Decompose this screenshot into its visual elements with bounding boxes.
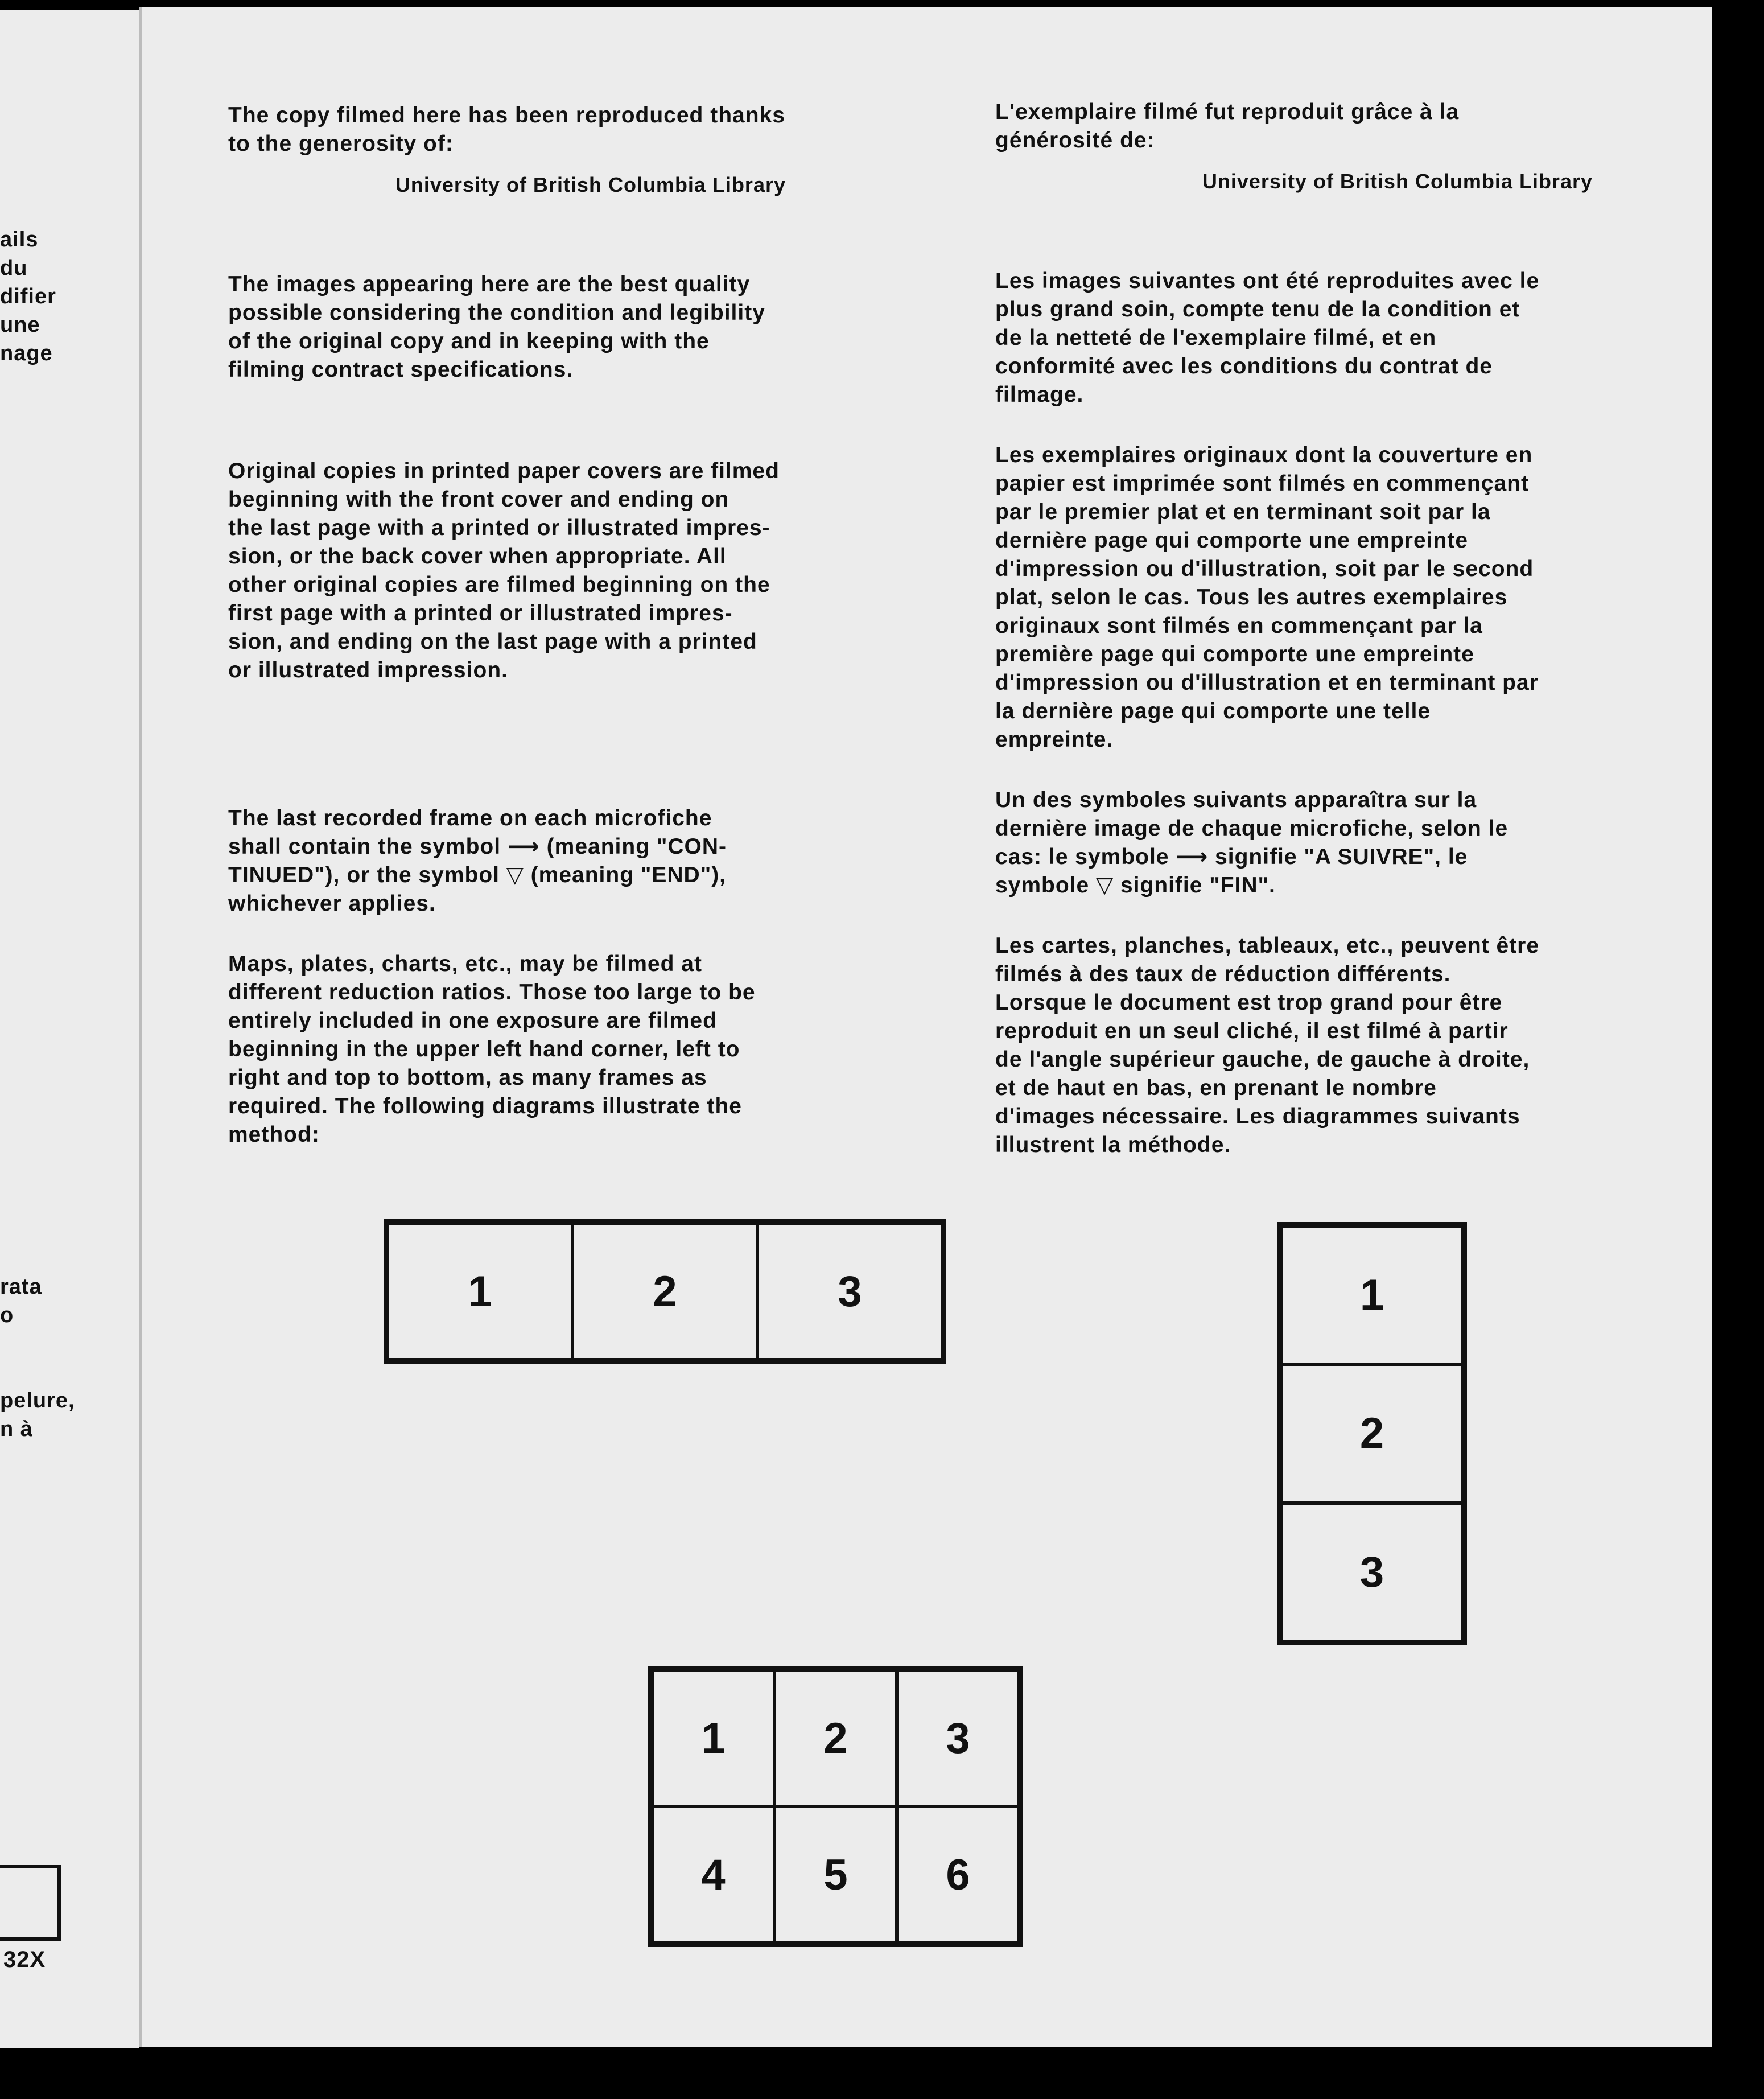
english-library-name: University of British Columbia Library bbox=[395, 173, 786, 196]
frame-cell: 4 bbox=[652, 1806, 774, 1943]
diagram-vertical bbox=[1277, 1222, 1467, 1645]
strip-fragment: o bbox=[0, 1303, 14, 1327]
french-credit-intro: L'exemplaire filmé fut reproduit grâce à la générosité de: bbox=[995, 100, 1460, 153]
strip-fragment: rata bbox=[0, 1275, 42, 1299]
diagram-grid bbox=[648, 1666, 1023, 1947]
frame-cell: 2 bbox=[774, 1670, 897, 1806]
diagram-horizontal bbox=[384, 1219, 946, 1364]
strip-fragment: n à bbox=[0, 1417, 33, 1441]
english-covers-paragraph: Original copies in printed paper covers are filmed beginning with the front cover and ending on the last page with a printed or illustrated impres- sion, or the back cover when appropriate. All other original copies are filmed beginning on the first page with a printed or illustrated impres- sion, and ending on the last page with a printed or illustrated impression. bbox=[228, 459, 780, 682]
strip-fragment: ails bbox=[0, 228, 39, 252]
french-maps-paragraph: Les cartes, planches, tableaux, etc., peuvent être filmés à des taux de réduction différents. Lorsque le document est trop grand pour être reproduit en un seul cliché, il est filmé à partir de l'angle supérieur gauche, de gauche à droite, et de haut en bas, en prenant le nombre d'images nécessaire. Les diagrammes suivants illustrent la méthode. bbox=[995, 933, 1540, 1157]
reduction-target-box bbox=[0, 1865, 61, 1941]
microfiche-target-page bbox=[139, 7, 1712, 2047]
reduction-ratio-label: 32X bbox=[3, 1947, 46, 1972]
french-column bbox=[995, 98, 1598, 1159]
frame-cell: 5 bbox=[774, 1806, 897, 1943]
english-quality-paragraph: The images appearing here are the best quality possible considering the condition and legibility of the original copy and in keeping with the filming contract specifications. bbox=[228, 272, 765, 382]
frame-cell: 3 bbox=[897, 1670, 1019, 1806]
frame-cell: 3 bbox=[757, 1223, 942, 1360]
frame-cell: 3 bbox=[1281, 1503, 1463, 1641]
french-covers-paragraph: Les exemplaires originaux dont la couverture en papier est imprimée sont filmés en commençant par le premier plat et en terminant soit par la dernière page qui comporte une empreinte d'impression ou d'illustration, soit par le second plat, selon le cas. Tous les autres exemplaires originaux sont filmés en commençant par la première page qui comporte une empreinte d'impression ou d'illustration et en terminant par la dernière page qui comporte une telle empreinte. bbox=[995, 443, 1539, 752]
french-library-name: University of British Columbia Library bbox=[1202, 170, 1593, 193]
french-symbols-paragraph: Un des symboles suivants apparaîtra sur la dernière image de chaque microfiche, selon le cas: le symbole ⟶ signifie "A SUIVRE", le symbole ▽ signifie "FIN". bbox=[995, 788, 1509, 898]
strip-fragment: une bbox=[0, 313, 40, 337]
previous-page-strip bbox=[0, 10, 139, 2048]
frame-cell: 6 bbox=[897, 1806, 1019, 1943]
strip-fragment: du bbox=[0, 256, 28, 280]
english-maps-paragraph: Maps, plates, charts, etc., may be filmed at different reduction ratios. Those too large to be entirely included in one exposure are filmed beginning in the upper left hand corner, left to right and top to bottom, as many frames as required. The following diagrams illustrate the method: bbox=[228, 952, 756, 1147]
english-credit-intro: The copy filmed here has been reproduced thanks to the generosity of: bbox=[228, 103, 785, 156]
strip-fragment: difier bbox=[0, 285, 56, 308]
strip-fragment: nage bbox=[0, 341, 53, 365]
frame-cell: 2 bbox=[1281, 1364, 1463, 1503]
strip-fragment: pelure, bbox=[0, 1389, 75, 1413]
english-symbols-paragraph: The last recorded frame on each microfiche shall contain the symbol ⟶ (meaning "CON- TINUED"), or the symbol ▽ (meaning "END"), whichever applies. bbox=[228, 806, 727, 916]
frame-cell: 1 bbox=[1281, 1226, 1463, 1364]
english-column bbox=[228, 101, 797, 1149]
frame-cell: 1 bbox=[652, 1670, 774, 1806]
frame-cell: 1 bbox=[388, 1223, 572, 1360]
frame-cell: 2 bbox=[572, 1223, 757, 1360]
french-quality-paragraph: Les images suivantes ont été reproduites avec le plus grand soin, compte tenu de la condition et de la netteté de l'exemplaire filmé, et en conformité avec les conditions du contrat de filmage. bbox=[995, 269, 1540, 407]
